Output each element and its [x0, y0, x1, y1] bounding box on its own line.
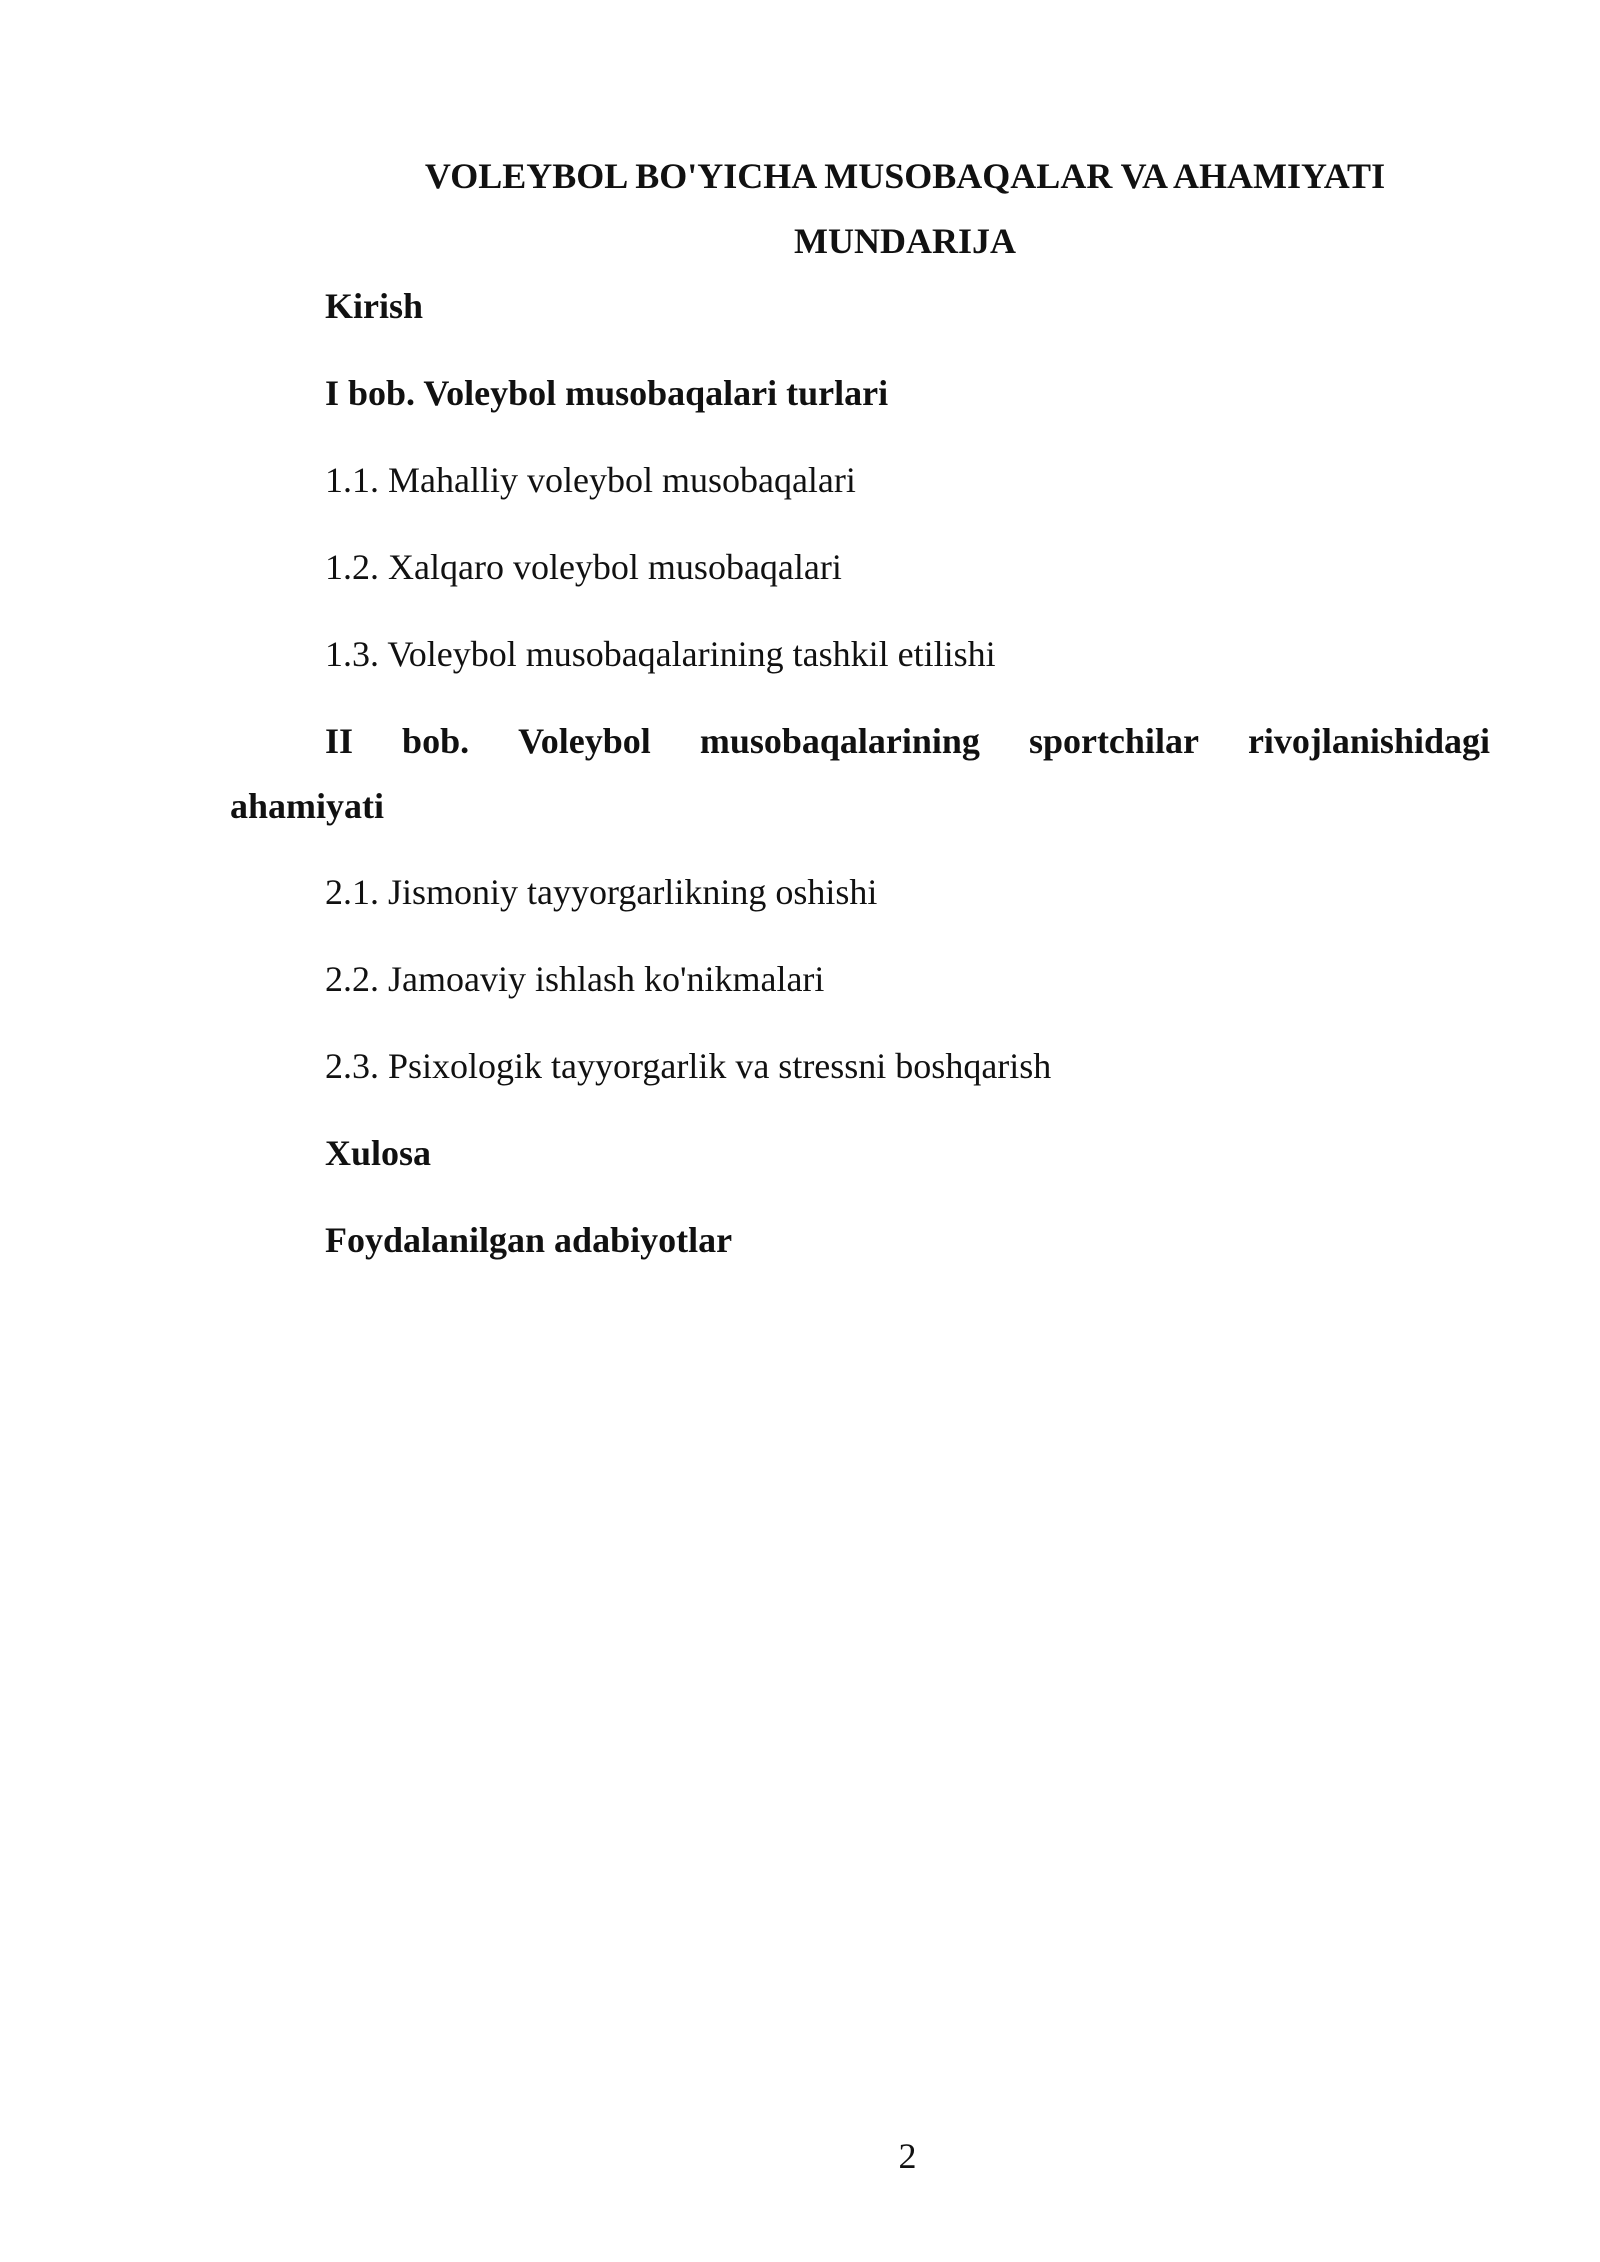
toc-item-conclusion: Xulosa [325, 1133, 432, 1173]
toc-item-chapter-2-continuation: ahamiyati [230, 786, 385, 826]
toc-chapter-2-word: II [325, 721, 354, 761]
toc-item-section-1-3: 1.3. Voleybol musobaqalarining tashkil etilishi [325, 634, 996, 674]
toc-item-references: Foydalanilgan adabiyotlar [325, 1220, 733, 1260]
toc-chapter-2-word: rivojlanishidagi [1247, 721, 1490, 761]
toc-item-section-1-2: 1.2. Xalqaro voleybol musobaqalari [325, 547, 842, 587]
toc-item-section-2-2: 2.2. Jamoaviy ishlash ko'nikmalari [325, 959, 825, 999]
document-title: VOLEYBOL BO'YICHA MUSOBAQALAR VA AHAMIYATI [424, 156, 1386, 196]
toc-chapter-2-word: Voleybol [518, 721, 651, 761]
toc-item-section-2-1: 2.1. Jismoniy tayyorgarlikning oshishi [325, 872, 878, 912]
toc-item-section-2-3: 2.3. Psixologik tayyorgarlik va stressni boshqarish [325, 1046, 1052, 1086]
toc-chapter-2-word: musobaqalarining [699, 721, 980, 761]
toc-item-chapter-2 [325, 721, 1490, 761]
toc-item-chapter-1: I bob. Voleybol musobaqalari turlari [325, 373, 889, 413]
toc-item-section-1-1: 1.1. Mahalliy voleybol musobaqalari [325, 460, 856, 500]
page-number: 2 [898, 2136, 917, 2176]
toc-item-intro: Kirish [325, 286, 424, 326]
toc-chapter-2-word: bob. [402, 721, 470, 761]
toc-chapter-2-word: sportchilar [1028, 721, 1199, 761]
table-of-contents-heading: MUNDARIJA [794, 221, 1016, 261]
